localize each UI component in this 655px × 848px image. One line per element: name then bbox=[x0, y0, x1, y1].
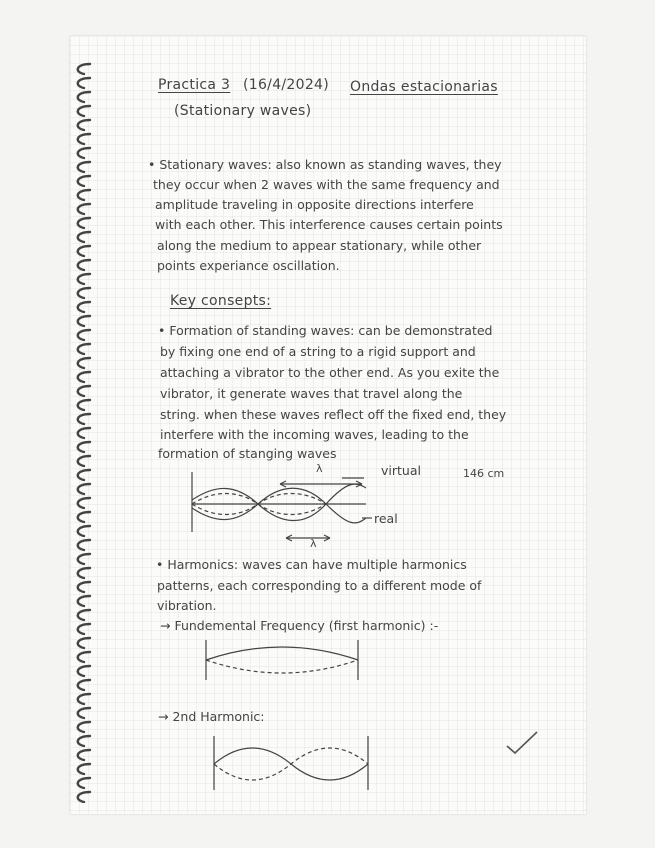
real-label: real bbox=[374, 511, 398, 526]
key-concepts-heading: Key consepts: bbox=[170, 293, 272, 309]
date-label: (16/4/2024) bbox=[243, 77, 330, 93]
intro-line: points experiance oscillation. bbox=[157, 258, 340, 273]
formation-line: interfere with the incoming waves, leading to the bbox=[160, 427, 469, 442]
fundamental-label: → Fundemental Frequency (first harmonic) :- bbox=[160, 618, 439, 633]
formation-line: by fixing one end of a string to a rigid support and bbox=[160, 344, 476, 359]
spiral-binding bbox=[70, 58, 110, 803]
formation-line: string. when these waves reflect off the fixed end, they bbox=[160, 407, 507, 422]
virtual-label: virtual bbox=[381, 463, 421, 478]
second-harmonic-figure bbox=[208, 734, 378, 794]
second-harmonic-label: → 2nd Harmonic: bbox=[158, 709, 265, 724]
intro-line: along the medium to appear stationary, while other bbox=[157, 238, 482, 253]
title-spanish: Ondas estacionarias bbox=[350, 79, 498, 95]
formation-line: • Formation of standing waves: can be demonstrated bbox=[158, 323, 493, 338]
harmonics-line: vibration. bbox=[157, 598, 217, 613]
lambda-bottom-label: λ bbox=[310, 537, 317, 550]
harmonics-line: • Harmonics: waves can have multiple harmonics bbox=[156, 557, 467, 572]
intro-line: • Stationary waves: also known as standing waves, they bbox=[148, 157, 502, 172]
standing-wave-figure bbox=[186, 460, 406, 550]
formation-line: formation of stanging waves bbox=[158, 446, 337, 461]
intro-line: they occur when 2 waves with the same frequency and bbox=[153, 177, 500, 192]
intro-line: with each other. This interference causes certain points bbox=[155, 217, 503, 232]
lambda-top-label: λ bbox=[316, 462, 323, 475]
title-english: (Stationary waves) bbox=[174, 103, 312, 119]
formation-line: vibrator, it generate waves that travel along the bbox=[160, 386, 463, 401]
practica-label: Practica 3 bbox=[158, 77, 231, 93]
harmonics-line: patterns, each corresponding to a different mode of bbox=[157, 578, 482, 593]
fundamental-wave-figure bbox=[200, 636, 370, 684]
intro-line: amplitude traveling in opposite directions interfere bbox=[155, 197, 474, 212]
length-note: 146 cm bbox=[463, 467, 505, 480]
notebook-page bbox=[70, 36, 586, 814]
check-mark-icon bbox=[505, 730, 539, 756]
formation-line: attaching a vibrator to the other end. As you exite the bbox=[160, 365, 500, 380]
